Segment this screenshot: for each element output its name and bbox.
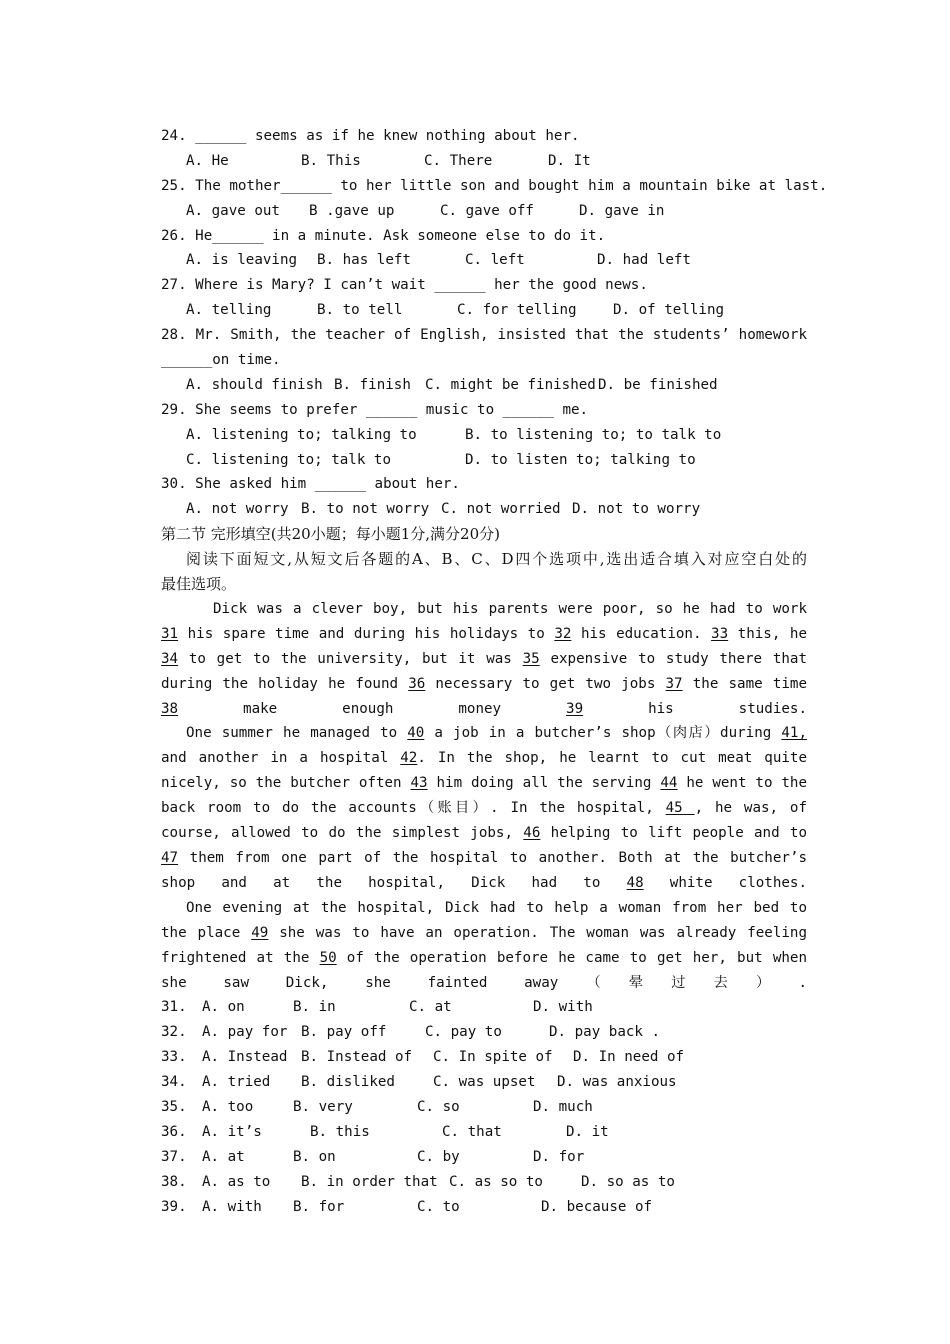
passage-text: necessary to get two jobs: [425, 675, 666, 692]
option-a: A. is leaving: [186, 252, 298, 269]
blank-number: 48: [626, 874, 644, 891]
option-d: D. so as to: [581, 1173, 675, 1190]
passage-text: helping to lift people and to: [540, 825, 807, 842]
cloze-passage: [161, 597, 807, 996]
option-a: A. not worry: [186, 501, 289, 518]
passage-text: he went to the back room to do the accounts（账目）. In the hospital,: [161, 775, 808, 817]
option-a: A. tried: [202, 1074, 271, 1091]
section-instruction-cont: 最佳选项。: [161, 575, 237, 594]
option-c: C. left: [465, 252, 525, 269]
option-b: B. very: [293, 1098, 353, 1115]
question-number: 24.: [161, 128, 187, 144]
option-b: B. pay off: [301, 1024, 387, 1041]
option-a: A. pay for: [202, 1024, 288, 1041]
option-b: B. to listening to; to talk to: [465, 426, 722, 443]
options-26: [161, 248, 807, 273]
cloze-options: [161, 995, 807, 1219]
passage-text: his education.: [571, 625, 712, 642]
option-d: D. was anxious: [557, 1074, 677, 1091]
blank-number: 44: [660, 775, 678, 792]
blank-number: 47: [161, 849, 179, 866]
blank-number: 31: [161, 625, 179, 642]
option-b: B. to not worry: [301, 501, 430, 518]
blank-number: 49: [251, 924, 269, 941]
question-number: 29.: [161, 401, 187, 418]
option-a: A. it’s: [202, 1123, 262, 1140]
passage-text: them from one part of the hospital to another. Both at the butcher’s shop and at the hospital, Dick had to: [161, 849, 807, 891]
blank-number: 35: [522, 650, 540, 667]
section-heading: 第二节 完形填空(共20小题；每小题1分,满分20分): [161, 525, 500, 544]
option-d: D. to listen to; talking to: [465, 451, 696, 468]
option-d: D. pay back .: [549, 1024, 661, 1041]
option-a: A. on: [202, 999, 245, 1016]
question-number: 33.: [161, 1049, 187, 1066]
blank-number: 32: [554, 625, 572, 642]
cloze-question-36: [161, 1120, 807, 1145]
passage-text: of the operation before he came to get her, but when she saw Dick, she fainted away（晕过去）.: [161, 949, 807, 991]
passage-paragraph-3: [161, 896, 807, 996]
question-27: [161, 273, 807, 298]
options-25: [161, 199, 807, 224]
passage-text: expensive to study there that during the holiday he found: [161, 650, 807, 692]
option-c: C. was upset: [433, 1074, 536, 1091]
option-b: B. disliked: [301, 1074, 395, 1091]
option-a: A. too: [202, 1098, 254, 1115]
passage-text: a job in a butcher’s shop（肉店）during: [424, 725, 782, 742]
blank-number: 40: [407, 725, 425, 742]
question-26: [161, 224, 807, 249]
blank-number: 41,: [781, 725, 808, 742]
option-d: D. it: [566, 1123, 609, 1140]
option-d: D. had left: [597, 252, 691, 269]
option-a: A. with: [202, 1198, 262, 1215]
question-number: 37.: [161, 1148, 187, 1165]
question-number: 32.: [161, 1024, 187, 1041]
option-c: C. that: [442, 1123, 502, 1140]
question-stem: Mr. Smith, the teacher of English, insisted that the students’ homework: [195, 327, 807, 344]
passage-text: One summer he managed to: [186, 725, 408, 742]
question-stem: The mother______ to her little son and bought him a mountain bike at last.: [195, 177, 828, 194]
option-c: C. not worried: [441, 501, 561, 518]
question-number: 27.: [161, 277, 187, 294]
blank-number: 34: [161, 650, 179, 667]
option-c: C. pay to: [425, 1024, 502, 1041]
question-24: [161, 124, 807, 149]
question-stem: He______ in a minute. Ask someone else to do it.: [195, 227, 606, 244]
passage-text: she was to have an operation. The woman was already feeling frightened at the: [161, 924, 807, 966]
cloze-question-35: [161, 1095, 807, 1120]
option-b: B. This: [301, 152, 361, 169]
question-stem: Where is Mary? I can’t wait ______ her the good news.: [195, 277, 648, 294]
blank-number: 33: [711, 625, 729, 642]
options-29-ab: [161, 423, 807, 448]
option-a: A. telling: [186, 302, 272, 319]
option-c: C. as so to: [449, 1173, 543, 1190]
question-number: 28.: [161, 327, 187, 344]
passage-text: this, he: [728, 625, 807, 642]
question-number: 35.: [161, 1098, 187, 1115]
option-c: C. In spite of: [433, 1049, 553, 1066]
passage-text: Dick was a clever boy, but his parents were poor, so he had to work: [213, 600, 807, 617]
cloze-question-31: [161, 995, 807, 1020]
question-29: [161, 398, 807, 423]
option-d: D. It: [548, 152, 591, 169]
blank-number: 46: [523, 825, 541, 842]
option-d: D. not to worry: [572, 501, 701, 518]
blank-number: 39: [566, 700, 584, 717]
option-a: A. at: [202, 1148, 245, 1165]
cloze-question-38: [161, 1170, 807, 1195]
blank-number: 37: [665, 675, 683, 692]
option-d: D. of telling: [613, 302, 725, 319]
option-c: C. There: [424, 152, 493, 169]
question-number: 39.: [161, 1198, 187, 1215]
option-b: B. this: [310, 1123, 370, 1140]
option-c: C. for telling: [457, 302, 577, 319]
question-number: 38.: [161, 1173, 187, 1190]
option-b: B. in: [293, 999, 336, 1016]
option-b: B. Instead of: [301, 1049, 413, 1066]
option-a: A. as to: [202, 1173, 271, 1190]
passage-text: One evening at the hospital, Dick had to help a woman from her bed to the place: [161, 899, 807, 941]
question-number: 36.: [161, 1123, 187, 1140]
option-c: C. listening to; talk to: [186, 451, 391, 468]
option-c: C. so: [417, 1098, 460, 1115]
blank-number: 45: [665, 800, 695, 817]
question-stem: She asked him ______ about her.: [195, 476, 460, 493]
question-25: [161, 174, 828, 199]
option-d: D. because of: [541, 1198, 653, 1215]
options-29-cd: [161, 448, 807, 473]
option-d: D. gave in: [579, 202, 665, 219]
option-c: C. might be finished: [425, 376, 596, 393]
question-number: 34.: [161, 1074, 187, 1091]
option-d: D. for: [533, 1148, 585, 1165]
options-28: [161, 373, 807, 398]
option-a: A. should finish: [186, 376, 323, 393]
option-b: B. for: [293, 1198, 345, 1215]
option-c: C. by: [417, 1148, 460, 1165]
passage-text: white clothes.: [643, 874, 807, 891]
option-d: D. In need of: [573, 1049, 685, 1066]
passage-text: , he was, of course, allowed to do the simplest jobs,: [161, 800, 808, 842]
question-28-cont: ______on time.: [161, 352, 281, 369]
question-number: 31.: [161, 999, 187, 1016]
option-c: C. to: [417, 1198, 460, 1215]
passage-paragraph-1: [161, 597, 807, 722]
cloze-question-34: [161, 1070, 807, 1095]
passage-text: . In the shop, he learnt to cut meat quite nicely, so the butcher often: [161, 750, 807, 792]
blank-number: 42: [400, 750, 418, 767]
question-number: 26.: [161, 227, 187, 244]
passage-text: his spare time and during his holidays to: [178, 625, 555, 642]
option-b: B. has left: [317, 252, 411, 269]
blank-number: 50: [319, 949, 337, 966]
question-stem: She seems to prefer ______ music to ______ me.: [195, 401, 589, 418]
options-24: [161, 149, 807, 174]
section-instruction: 阅读下面短文,从短文后各题的A、B、C、D四个选项中,选出适合填入对应空白处的: [186, 550, 807, 569]
option-a: A. listening to; talking to: [186, 426, 417, 443]
passage-paragraph-2: [161, 721, 807, 895]
option-b: B. in order that: [301, 1173, 438, 1190]
passage-text: the same time: [682, 675, 807, 692]
option-d: D. with: [533, 999, 593, 1016]
option-c: C. gave off: [440, 202, 534, 219]
option-b: B. to tell: [317, 302, 403, 319]
option-c: C. at: [409, 999, 452, 1016]
blank-number: 43: [410, 775, 428, 792]
question-number: 25.: [161, 177, 187, 194]
passage-text: his studies.: [583, 700, 807, 717]
exam-page: [161, 124, 828, 1219]
question-number: 30.: [161, 476, 187, 493]
question-30: [161, 472, 807, 497]
question-stem: ______ seems as if he knew nothing about her.: [195, 128, 580, 144]
option-b: B. on: [293, 1148, 336, 1165]
options-30: [161, 497, 807, 522]
blank-number: 36: [408, 675, 426, 692]
cloze-question-39: [161, 1195, 807, 1220]
option-a: A. He: [186, 152, 229, 169]
cloze-question-32: [161, 1020, 807, 1045]
passage-text: make enough money: [178, 700, 567, 717]
blank-number: 38: [161, 700, 179, 717]
option-b: B .gave up: [309, 202, 395, 219]
cloze-question-37: [161, 1145, 807, 1170]
question-28: [161, 323, 807, 348]
passage-text: to get to the university, but it was: [178, 650, 523, 667]
option-a: A. Instead: [202, 1049, 288, 1066]
option-a: A. gave out: [186, 202, 280, 219]
options-27: [161, 298, 807, 323]
option-b: B. finish: [334, 376, 411, 393]
passage-text: and another in a hospital: [161, 750, 401, 767]
cloze-question-33: [161, 1045, 807, 1070]
option-d: D. much: [533, 1098, 593, 1115]
option-d: D. be finished: [598, 376, 718, 393]
passage-text: him doing all the serving: [427, 775, 661, 792]
